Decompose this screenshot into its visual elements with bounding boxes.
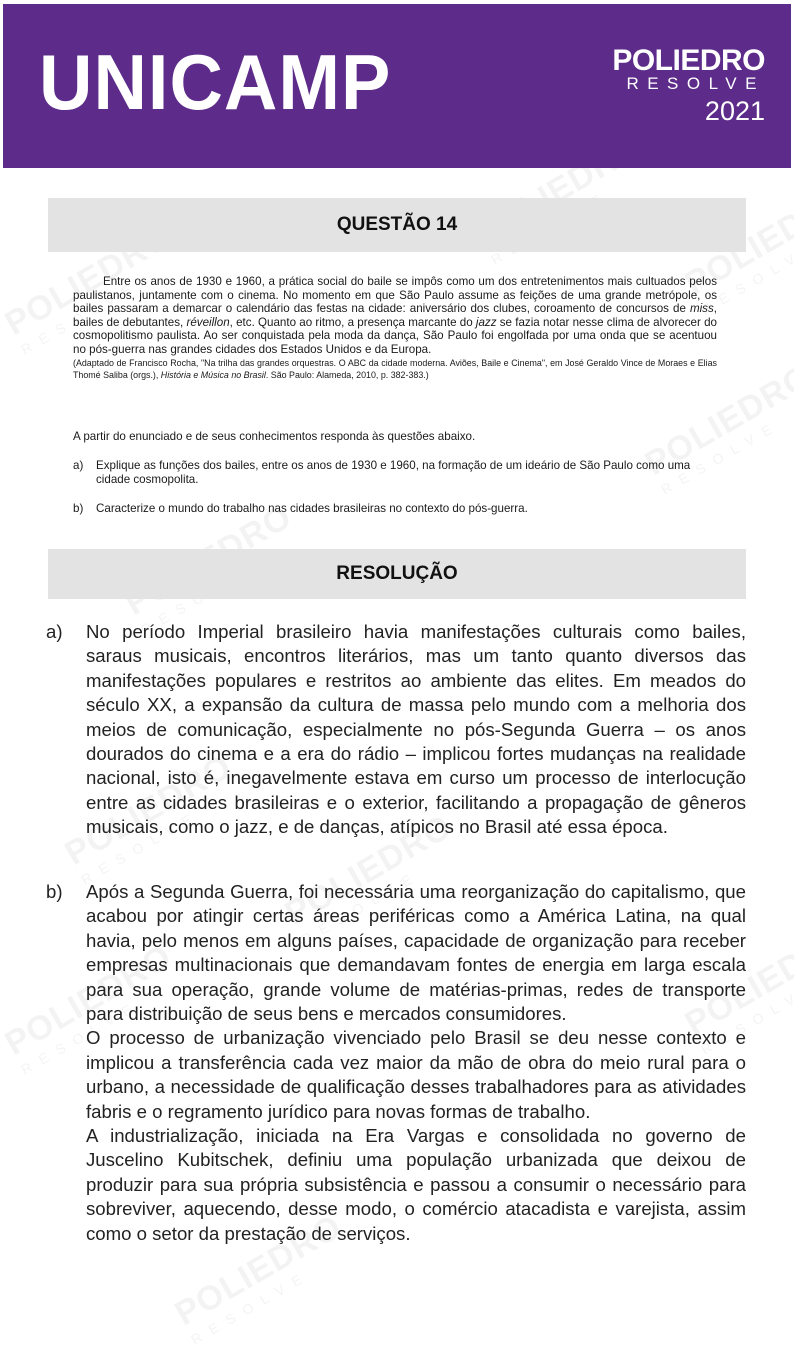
exam-year: 2021 [704, 96, 765, 126]
answer-label: b) [46, 881, 63, 902]
answer-a [46, 620, 746, 840]
header-banner [3, 4, 791, 168]
question-statement [73, 275, 717, 381]
item-text: Explique as funções dos bailes, entre os anos de 1930 e 1960, na formação de um ideário de São Paulo como uma cidade cosmopolita. [96, 459, 691, 486]
question-title-bar [48, 198, 746, 252]
answer-paragraph: O processo de urbanização vivenciado pelo Brasil se deu nesse contexto e implicou a transferência cada vez maior da mão de obra do meio rural para o urbano, a necessidade de qualificação desses trabalhadores para as atividades fabris e o regramento jurídico para novas formas de trabalho. [86, 1027, 746, 1122]
resolution-title-bar [48, 549, 746, 599]
answer-label: a) [46, 621, 63, 642]
question-paragraph: Entre os anos de 1930 e 1960, a prática social do baile se impôs como um dos entretenimentos mais cultuados pelos paulistanos, juntamente com o cinema. No momento em que São Paulo assume as feições de uma grande metrópole, os bailes passaram a demarcar o calendário das festas na cidade: aniversário dos clubes, coroamento de concursos de miss, bailes de debutantes, réveillon, etc. Quanto ao ritmo, a presença marcante do jazz se fazia notar nesse clima de alvorecer do cosmopolitismo paulista. Ao ser conquistada pela moda da dança, São Paulo foi engolfada por uma onda que se acentuou no pós-guerra nas grandes cidades dos Estados Unidos e da Europa. [73, 275, 717, 356]
item-label: b) [73, 502, 84, 515]
answer-paragraph: Após a Segunda Guerra, foi necessária uma reorganização do capitalismo, que acabou por atingir certas áreas periféricas como a América Latina, na qual havia, pelo menos em alguns países, capacidade de organização para receber empresas multinacionais que demandavam fontes de energia em larga escala para sua operação, grande volume de matérias-primas, redes de transporte para distribuição de seus bens e mercados consumidores. [86, 881, 746, 1025]
item-text: Caracterize o mundo do trabalho nas cidades brasileiras no contexto do pós-guerra. [96, 502, 528, 515]
question-title: QUESTÃO 14 [336, 214, 458, 235]
exam-logo: UNICAMP [39, 38, 392, 126]
question-item [73, 459, 717, 486]
answer-paragraph: No período Imperial brasileiro havia manifestações culturais como bailes, saraus musicais, encontros literários, mas um tanto quanto diversos das manifestações populares e restritos ao ambiente das elites. Em meados do século XX, a expansão da cultura de massa pelo mundo com a melhoria dos meios de comunicação, especialmente no pós-Segunda Guerra – os anos dourados do cinema e a era do rádio – implicou fortes mudanças na realidade nacional, isto é, inegavelmente estava em curso um processo de interlocução entre as cidades brasileiras e o exterior, facilitando a propagação de gêneros musicais, como o jazz, e de danças, atípicos no Brasil até essa época. [86, 621, 746, 838]
item-label: a) [73, 459, 84, 472]
brand-logo: POLIEDRO [612, 44, 765, 77]
answer-paragraph: A industrialização, iniciada na Era Vargas e consolidada no governo de Juscelino Kubitschek, definiu uma população urbanizada que deixou de produzir para sua própria subsistência e passou a consumir o necessário para sobreviver, aquecendo, desse modo, o comércio atacadista e varejista, assim como o setor da prestação de serviços. [86, 1125, 746, 1244]
question-instruction: A partir do enunciado e de seus conhecimentos responda às questões abaixo. [73, 430, 476, 443]
question-item [73, 502, 717, 516]
resolution-title: RESOLUÇÃO [336, 563, 458, 584]
answer-b [46, 880, 746, 1246]
question-source: (Adaptado de Francisco Rocha, "Na trilha das grandes orquestras. O ABC da cidade moderna. Aviões, Baile e Cinema", em José Geraldo Vince de Moraes e Elias Thomé Saliba (orgs.), História e Música no Brasil. São Paulo: Alameda, 2010, p. 382-383.) [73, 357, 717, 380]
brand-subtitle: RESOLVE [626, 74, 765, 93]
